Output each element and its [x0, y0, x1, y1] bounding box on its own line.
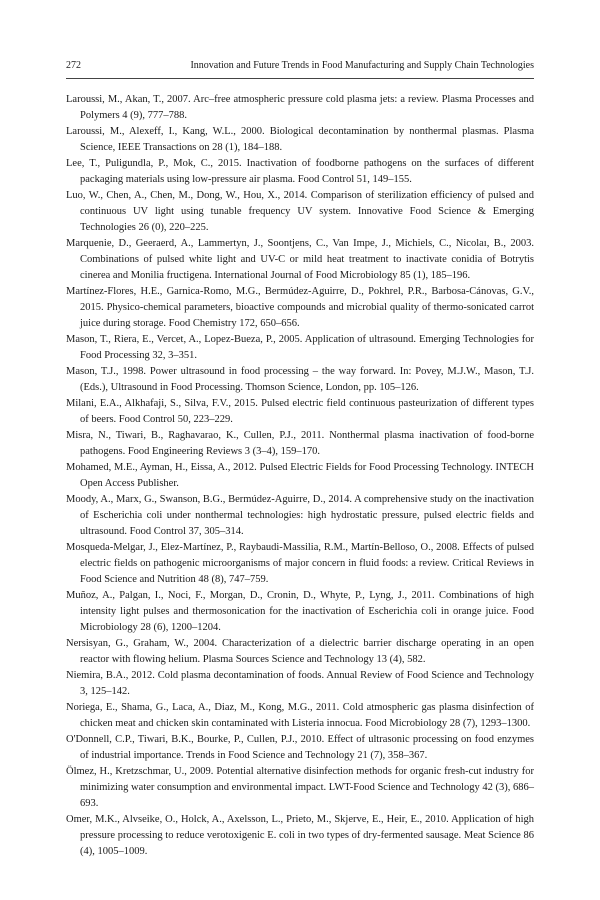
- reference-entry: Noriega, E., Shama, G., Laca, A., Diaz, M., Kong, M.G., 2011. Cold atmospheric gas plasma disinfection of chicken meat and chicken skin contaminated with Listeria innocua. Food Microbiology 28 (7), 1293–1300.: [66, 702, 534, 729]
- reference-entry: Laroussi, M., Akan, T., 2007. Arc–free atmospheric pressure cold plasma jets: a review. Plasma Processes and Polymers 4 (9), 777–788.: [66, 94, 534, 121]
- running-head: [66, 58, 534, 74]
- reference-entry: Nersisyan, G., Graham, W., 2004. Characterization of a dielectric barrier discharge operating in an open reactor with flowing helium. Plasma Sources Science and Technology 13 (4), 582.: [66, 638, 534, 665]
- reference-entry: Mosqueda-Melgar, J., Elez-Martínez, P., Raybaudi-Massilia, R.M., Martín-Belloso, O., 2008. Effects of pulsed electric fields on pathogenic microorganisms of major concern in fluid foods: a review. Critical Reviews in Food Science and Nutrition 48 (8), 747–759.: [66, 542, 534, 585]
- reference-entry: Marquenie, D., Geeraerd, A., Lammertyn, J., Soontjens, C., Van Impe, J., Michiels, C., Nicolaı, B., 2003. Combinations of pulsed white light and UV-C or mild heat treatment to inactivate conidia of Botrytis cinerea and Monilia fructigena. International Journal of Food Microbiology 85 (1), 185–196.: [66, 238, 534, 281]
- page-number: 272: [66, 60, 81, 71]
- reference-entry: O'Donnell, C.P., Tiwari, B.K., Bourke, P., Cullen, P.J., 2010. Effect of ultrasonic processing on food enzymes of industrial importance. Trends in Food Science and Technology 21 (7), 358–367.: [66, 734, 534, 761]
- reference-entry: Omer, M.K., Alvseike, O., Holck, A., Axelsson, L., Prieto, M., Skjerve, E., Heir, E., 2010. Application of high pressure processing to reduce verotoxigenic E. coli in two types of dry-fermented sausage. Meat Science 86 (4), 1005–1009.: [66, 814, 534, 857]
- reference-entry: Milani, E.A., Alkhafaji, S., Silva, F.V., 2015. Pulsed electric field continuous pasteurization of different types of beers. Food Control 50, 223–229.: [66, 398, 534, 425]
- reference-entry: Muñoz, A., Palgan, I., Noci, F., Morgan, D., Cronin, D., Whyte, P., Lyng, J., 2011. Combinations of high intensity light pulses and thermosonication for the inactivation of Escherichia coli in orange juice. Food Microbiology 28 (6), 1200–1204.: [66, 590, 534, 633]
- reference-list: [66, 92, 534, 860]
- reference-entry: Moody, A., Marx, G., Swanson, B.G., Bermúdez-Aguirre, D., 2014. A comprehensive study on the inactivation of Escherichia coli under nonthermal technologies: high hydrostatic pressure, pulsed electric fields and ultrasound. Food Control 37, 305–314.: [66, 494, 534, 537]
- reference-entry: Laroussi, M., Alexeff, I., Kang, W.L., 2000. Biological decontamination by nonthermal plasmas. Plasma Science, IEEE Transactions on 28 (1), 184–188.: [66, 126, 534, 153]
- reference-entry: Luo, W., Chen, A., Chen, M., Dong, W., Hou, X., 2014. Comparison of sterilization efficiency of pulsed and continuous UV light using tunable frequency UV system. Innovative Food Science & Emerging Technologies 26 (0), 220–225.: [66, 190, 534, 233]
- running-head-title: Innovation and Future Trends in Food Manufacturing and Supply Chain Technologies: [190, 60, 534, 71]
- reference-entry: Mason, T.J., 1998. Power ultrasound in food processing – the way forward. In: Povey, M.J.W., Mason, T.J. (Eds.), Ultrasound in Food Processing. Thomson Science, London, pp. 105–126.: [66, 366, 534, 393]
- reference-entry: Lee, T., Puligundla, P., Mok, C., 2015. Inactivation of foodborne pathogens on the surfaces of different packaging materials using low-pressure air plasma. Food Control 51, 149–155.: [66, 158, 534, 185]
- reference-entry: Misra, N., Tiwari, B., Raghavarao, K., Cullen, P.J., 2011. Nonthermal plasma inactivation of food-borne pathogens. Food Engineering Reviews 3 (3–4), 159–170.: [66, 430, 534, 457]
- header-divider: [66, 78, 534, 79]
- reference-entry: Mohamed, M.E., Ayman, H., Eissa, A., 2012. Pulsed Electric Fields for Food Processing Technology. INTECH Open Access Publisher.: [66, 462, 534, 489]
- reference-entry: Ölmez, H., Kretzschmar, U., 2009. Potential alternative disinfection methods for organic fresh-cut industry for minimizing water consumption and environmental impact. LWT-Food Science and Technology 42 (3), 686–693.: [66, 766, 534, 809]
- reference-entry: Martínez-Flores, H.E., Garnica-Romo, M.G., Bermúdez-Aguirre, D., Pokhrel, P.R., Barbosa-Cánovas, G.V., 2015. Physico-chemical parameters, bioactive compounds and microbial quality of thermo-sonicated carrot juice during storage. Food Chemistry 172, 650–656.: [66, 286, 534, 329]
- reference-entry: Niemira, B.A., 2012. Cold plasma decontamination of foods. Annual Review of Food Science and Technology 3, 125–142.: [66, 670, 534, 697]
- reference-entry: Mason, T., Riera, E., Vercet, A., Lopez-Bueza, P., 2005. Application of ultrasound. Emerging Technologies for Food Processing 32, 3–351.: [66, 334, 534, 361]
